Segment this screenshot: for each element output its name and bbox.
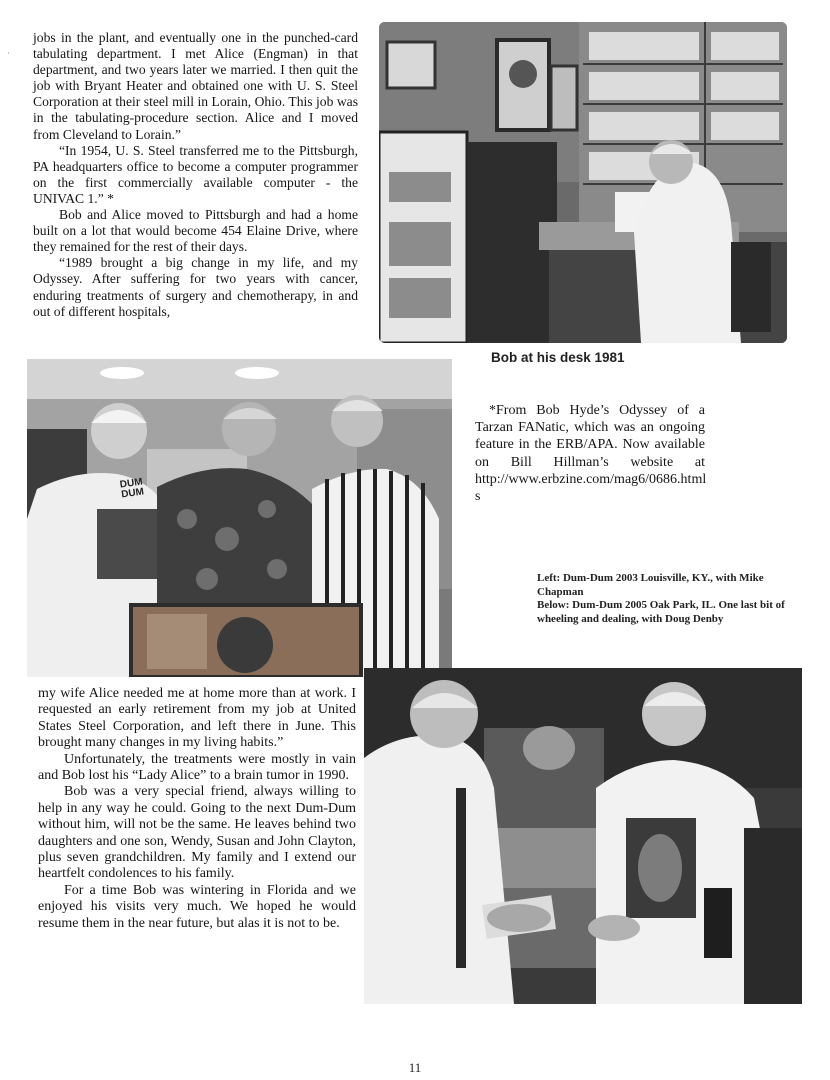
- photo-bob-at-desk: [379, 22, 787, 343]
- caption-below-photo: Below: Dum-Dum 2005 Oak Park, IL. One last bit of wheeling and dealing, with Doug Denby: [537, 599, 785, 625]
- paragraph: “In 1954, U. S. Steel transferred me to the Pittsburgh, PA headquarters office to become a computer programmer on the first commercially available computer - the UNIVAC 1.” *: [33, 142, 358, 206]
- photo-dumdum-2005: [364, 668, 802, 1004]
- caption-dumdum-photos: [537, 572, 787, 626]
- paragraph: Unfortunately, the treatments were mostly in vain and Bob lost his “Lady Alice” to a brain tumor in 1990.: [38, 751, 356, 784]
- paragraph: For a time Bob was wintering in Florida and we enjoyed his visits very much. We hoped he would resume them in the near future, but alas it is not to be.: [38, 882, 356, 931]
- paragraph: Bob was a very special friend, always willing to help in any way he could. Going to the next Dum-Dum without him, will not be the same. He leaves behind two daughters and one son, Wendy, Susan and John Clayton, plus seven grandchildren. My family and I extend our heartfelt condolences to his family.: [38, 784, 356, 882]
- caption-desk-photo: Bob at his desk 1981: [491, 350, 625, 365]
- article-column-top: [33, 30, 358, 320]
- photo-dumdum-2003: [27, 359, 452, 677]
- page-number: 11: [408, 1060, 422, 1075]
- paragraph: “1989 brought a big change in my life, and my Odyssey. After suffering for two years with cancer, enduring treatments of surgery and chemotherapy, in and out of different hospitals,: [33, 255, 358, 319]
- caption-left-photo: Left: Dum-Dum 2003 Louisville, KY., with Mike Chapman: [537, 572, 764, 598]
- paragraph: jobs in the plant, and eventually one in the punched-card tabulating department. I met Alice (Engman) in that department, and two years later we married. I then quit the job with Bryant Heater and obtained one with U. S. Steel Corporation at their steel mill in Lorain, Ohio. This job was in the tabulating-procedure section. Alice and I moved from Cleveland to Lorain.”: [33, 30, 358, 142]
- paragraph: my wife Alice needed me at home more than at work. I requested an early retirement from my job at United States Steel Corporation, and left there in June. This brought many changes in my living habits.”: [38, 686, 356, 751]
- margin-mark: ·: [7, 48, 10, 58]
- paragraph: Bob and Alice moved to Pittsburgh and had a home built on a lot that would become 454 Elaine Drive, where they remained for the rest of their days.: [33, 207, 358, 255]
- article-column-bottom: [38, 686, 356, 932]
- footnote-text: *From Bob Hyde’s Odyssey of a Tarzan FANatic, which was an ongoing feature in the ERB/APA. Now available on Bill Hillman’s website at http://www.erbzine.com/mag6/0686.html s: [475, 403, 707, 505]
- shirt-logo-text: DUM DUM: [119, 476, 145, 501]
- footnote: [475, 402, 705, 505]
